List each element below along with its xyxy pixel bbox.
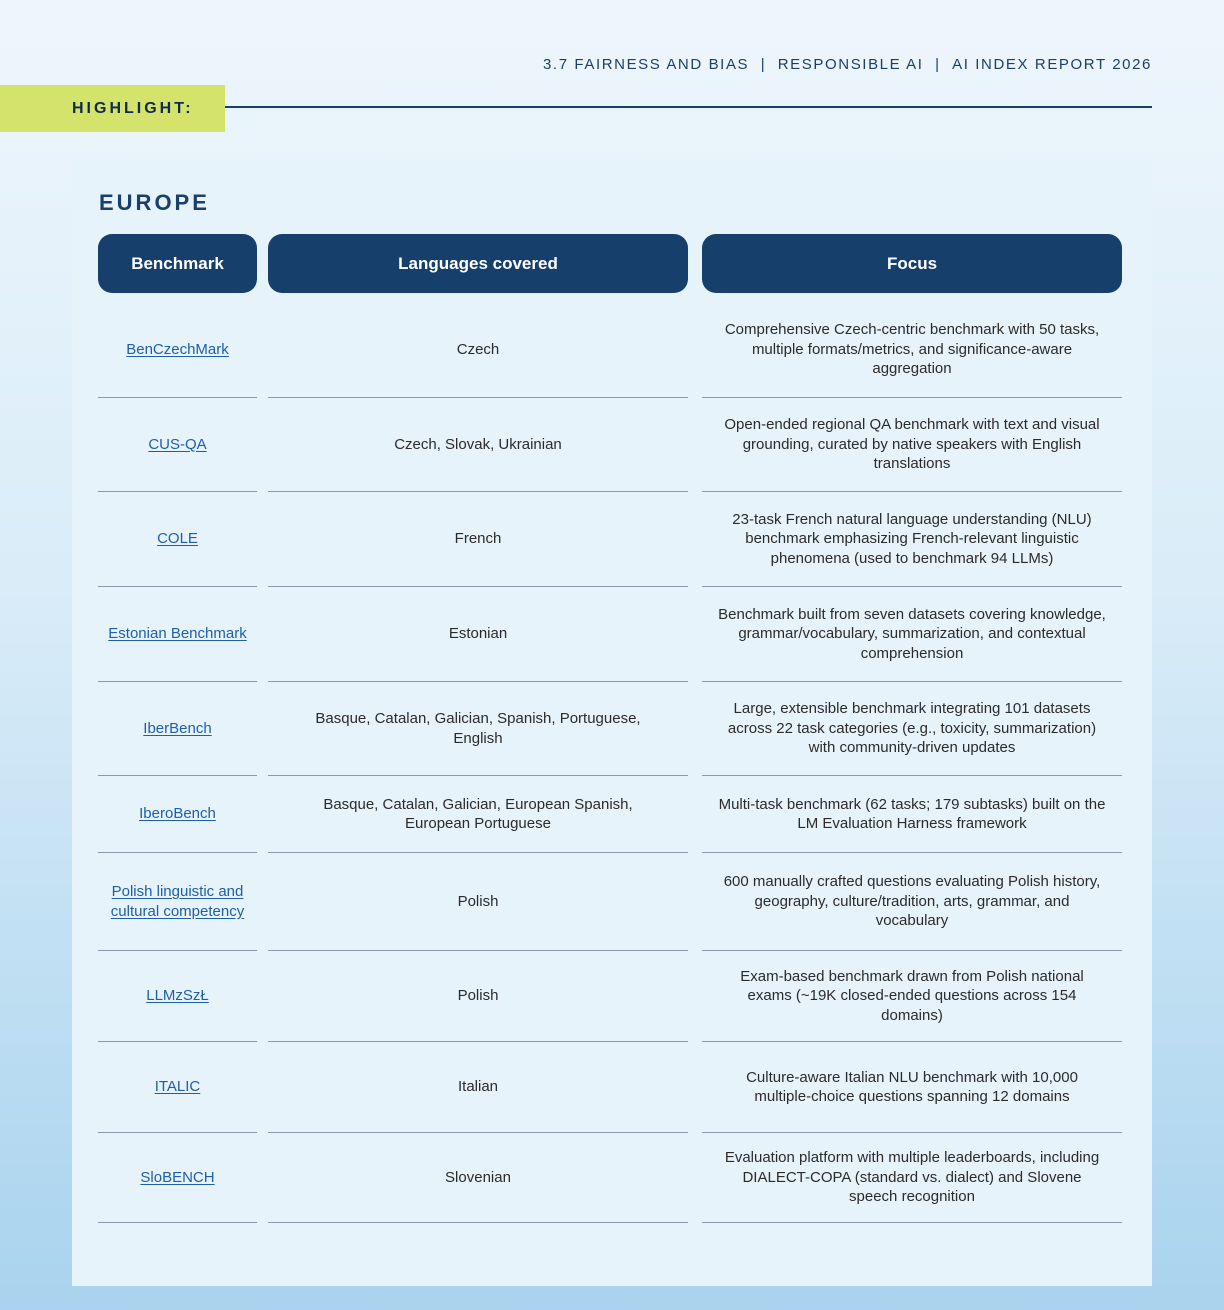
benchmark-link[interactable]: Polish linguistic and cultural competency bbox=[110, 883, 245, 920]
languages-text: French bbox=[454, 530, 502, 548]
focus-cell bbox=[702, 951, 1122, 1042]
table-row bbox=[0, 587, 1224, 682]
languages-text: Czech bbox=[456, 340, 500, 358]
languages-cell bbox=[268, 776, 688, 853]
section-title: EUROPE bbox=[99, 190, 210, 215]
benchmark-cell bbox=[98, 587, 257, 682]
benchmark-link[interactable]: ITALIC bbox=[154, 1078, 201, 1096]
languages-text: Slovenian bbox=[445, 1168, 511, 1186]
benchmark-cell bbox=[98, 492, 257, 587]
focus-text: 23-task French natural language understanding (NLU) benchmark emphasizing French-relevant linguistic phenomena (used to benchmark 94 LLMs) bbox=[732, 510, 1092, 567]
header-report: AI INDEX REPORT 2026 bbox=[952, 56, 1152, 73]
languages-text: Italian bbox=[457, 1078, 499, 1096]
benchmark-cell bbox=[98, 1042, 257, 1133]
running-header bbox=[543, 56, 1152, 73]
table-row bbox=[0, 492, 1224, 587]
benchmark-link[interactable]: IberBench bbox=[143, 719, 212, 737]
table-row bbox=[0, 776, 1224, 853]
focus-cell bbox=[702, 492, 1122, 587]
benchmark-link[interactable]: COLE bbox=[157, 530, 198, 548]
highlight-tag: HIGHLIGHT: bbox=[0, 85, 225, 132]
highlight-rule bbox=[225, 106, 1152, 108]
focus-cell bbox=[702, 398, 1122, 492]
table-row bbox=[0, 398, 1224, 492]
benchmark-link[interactable]: IberoBench bbox=[139, 805, 216, 823]
table-row bbox=[0, 853, 1224, 951]
focus-text: Comprehensive Czech-centric benchmark with 50 tasks, multiple formats/metrics, and significance-aware aggregation bbox=[724, 321, 1100, 378]
table-row bbox=[0, 1133, 1224, 1223]
benchmark-link[interactable]: SloBENCH bbox=[140, 1168, 215, 1186]
focus-text: Exam-based benchmark drawn from Polish national exams (~19K closed-ended questions across 154 domains) bbox=[740, 967, 1084, 1024]
languages-cell bbox=[268, 1042, 688, 1133]
focus-text: Open-ended regional QA benchmark with text and visual grounding, curated by native speakers with English translations bbox=[724, 416, 1100, 473]
languages-cell bbox=[268, 302, 688, 398]
benchmark-link[interactable]: LLMzSzŁ bbox=[146, 987, 209, 1005]
focus-cell bbox=[702, 1133, 1122, 1223]
focus-cell bbox=[702, 776, 1122, 853]
column-header-languages: Languages covered bbox=[268, 234, 688, 293]
table-row bbox=[0, 951, 1224, 1042]
languages-cell bbox=[268, 853, 688, 951]
focus-text: Large, extensible benchmark integrating 101 datasets across 22 task categories (e.g., toxicity, summarization) with community-driven updates bbox=[727, 700, 1097, 757]
table-row bbox=[0, 302, 1224, 398]
benchmark-cell bbox=[98, 1133, 257, 1223]
focus-text: Evaluation platform with multiple leaderboards, including DIALECT-COPA (standard vs. dialect) and Slovene speech recognition bbox=[724, 1149, 1100, 1206]
focus-text: 600 manually crafted questions evaluating Polish history, geography, culture/tradition, arts, grammar, and vocabulary bbox=[723, 873, 1101, 930]
focus-text: Culture-aware Italian NLU benchmark with 10,000 multiple-choice questions spanning 12 domains bbox=[746, 1068, 1078, 1105]
focus-cell bbox=[702, 587, 1122, 682]
benchmark-cell bbox=[98, 302, 257, 398]
focus-cell bbox=[702, 1042, 1122, 1133]
benchmark-cell bbox=[98, 776, 257, 853]
languages-cell bbox=[268, 1133, 688, 1223]
languages-text: Polish bbox=[457, 892, 499, 910]
benchmark-link[interactable]: CUS-QA bbox=[148, 435, 207, 453]
languages-cell bbox=[268, 587, 688, 682]
focus-cell bbox=[702, 302, 1122, 398]
header-section: 3.7 FAIRNESS AND BIAS bbox=[542, 56, 750, 73]
header-separator: | bbox=[760, 56, 767, 73]
focus-text: Multi-task benchmark (62 tasks; 179 subtasks) built on the LM Evaluation Harness framework bbox=[718, 795, 1106, 832]
benchmark-cell bbox=[98, 951, 257, 1042]
languages-text: Czech, Slovak, Ukrainian bbox=[394, 435, 562, 453]
languages-cell bbox=[268, 398, 688, 492]
languages-text: Basque, Catalan, Galician, Spanish, Portuguese, English bbox=[315, 710, 641, 747]
focus-cell bbox=[702, 682, 1122, 776]
header-chapter: RESPONSIBLE AI bbox=[777, 56, 924, 73]
languages-cell bbox=[268, 682, 688, 776]
benchmark-cell bbox=[98, 682, 257, 776]
focus-cell bbox=[702, 853, 1122, 951]
languages-cell bbox=[268, 492, 688, 587]
table-row bbox=[0, 682, 1224, 776]
benchmark-cell bbox=[98, 853, 257, 951]
languages-text: Estonian bbox=[448, 625, 508, 643]
header-separator: | bbox=[935, 56, 941, 73]
benchmark-link[interactable]: BenCzechMark bbox=[126, 340, 229, 358]
languages-text: Basque, Catalan, Galician, European Spanish, European Portuguese bbox=[323, 795, 633, 832]
benchmark-link[interactable]: Estonian Benchmark bbox=[108, 625, 247, 643]
column-header-focus: Focus bbox=[702, 234, 1122, 293]
focus-text: Benchmark built from seven datasets covering knowledge, grammar/vocabulary, summarization, and contextual comprehension bbox=[718, 605, 1106, 662]
languages-text: Polish bbox=[457, 987, 499, 1005]
languages-cell bbox=[268, 951, 688, 1042]
benchmark-cell bbox=[98, 398, 257, 492]
column-header-benchmark: Benchmark bbox=[98, 234, 257, 293]
table-row bbox=[0, 1042, 1224, 1133]
